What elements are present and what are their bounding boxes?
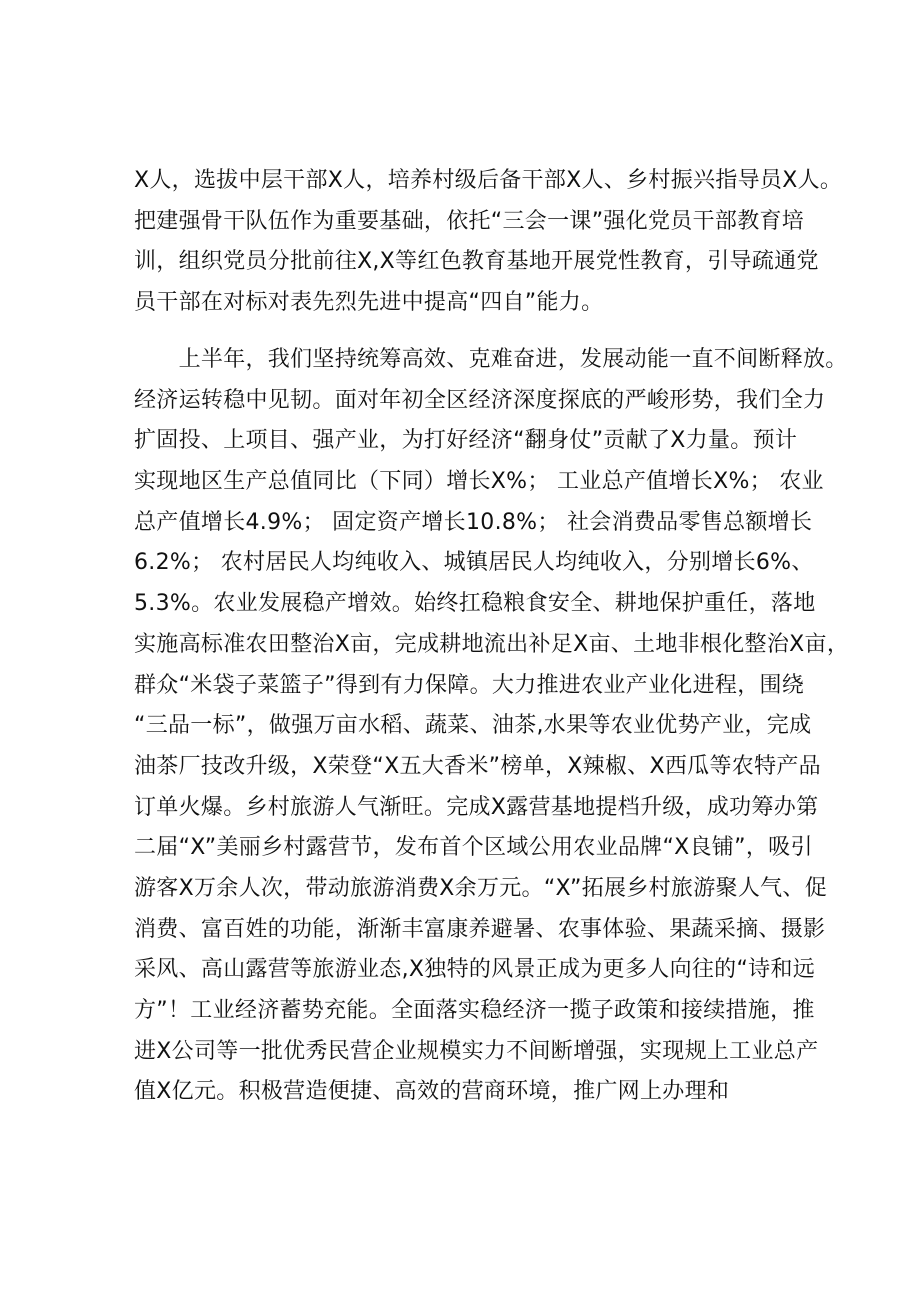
text-line: 群众“米袋子菜篮子”得到有力保障。大力推进农业产业化进程，围绕 [134, 672, 805, 698]
text-line: 训，组织党员分批前往X,X等红色教育基地开展党性教育，引导疏通党 [134, 249, 819, 275]
text-line: 订单火爆。乡村旅游人气渐旺。完成X露营基地提档升级，成功筹办第 [134, 794, 819, 820]
text-line: 5.3%。农业发展稳产增效。始终扛稳粮食安全、耕地保护重任，落地 [134, 591, 816, 617]
text-line: 把建强骨干队伍作为重要基础，依托“三会一课”强化党员干部教育培 [134, 208, 805, 234]
text-line: 方”！工业经济蓄势充能。全面落实稳经济一揽子政策和接续措施，推 [134, 998, 815, 1023]
text-line: 员干部在对标对表先烈先进中提高“四自”能力。 [134, 290, 604, 316]
text-line: 二届“X”美丽乡村露营节，发布首个区域公用农业品牌“X良铺”，吸引 [134, 835, 813, 861]
paragraph-2 [134, 340, 850, 1113]
text-line: “三品一标”，做强万亩水稻、蔬菜、油茶,水果等农业优势产业，完成 [134, 713, 812, 739]
text-line: 扩固投、上项目、强产业，为打好经济“翻身仗”贡献了X力量。预计 [134, 428, 798, 454]
text-line: 消费、富百姓的功能，渐渐丰富康养避暑、农事体验、果蔬采摘、摄影 [134, 916, 826, 942]
text-line: 经济运转稳中见韧。面对年初全区经济深度探底的严峻形势，我们全力 [134, 387, 826, 413]
text-line: 油茶厂技改升级，X荣登“X五大香米”榜单，X辣椒、X西瓜等农特产品 [134, 753, 821, 779]
paragraph-1 [134, 161, 843, 324]
text-line: 采风、高山露营等旅游业态,X独特的风景正成为更多人向往的“诗和远 [134, 957, 816, 983]
text-line: 游客X万余人次，带动旅游消费X余万元。“X”拓展乡村旅游聚人气、促 [134, 875, 828, 901]
text-line: 6.2%； 农村居民人均纯收入、城镇居民人均纯收入，分别增长6%、 [134, 550, 814, 576]
text-line: 进X公司等一批优秀民营企业规模实力不间断增强，实现规上工业总产 [134, 1038, 819, 1064]
text-line: 实现地区生产总值同比（下同）增长X%； 工业总产值增长X%； 农业 [134, 469, 824, 495]
text-line: 总产值增长4.9%； 固定资产增长10.8%； 社会消费品零售总额增长 [134, 509, 813, 535]
text-line: 实施高标准农田整治X亩，完成耕地流出补足X亩、土地非根化整治X亩， [134, 631, 850, 657]
text-line: X人，选拔中层干部X人，培养村级后备干部X人、乡村振兴指导员X人。 [134, 168, 843, 193]
text-line: 值X亿元。积极营造便捷、高效的营商环境，推广网上办理和 [134, 1079, 730, 1105]
text-line: 上半年，我们坚持统筹高效、克难奋进，发展动能一直不间断释放。 [134, 347, 848, 372]
